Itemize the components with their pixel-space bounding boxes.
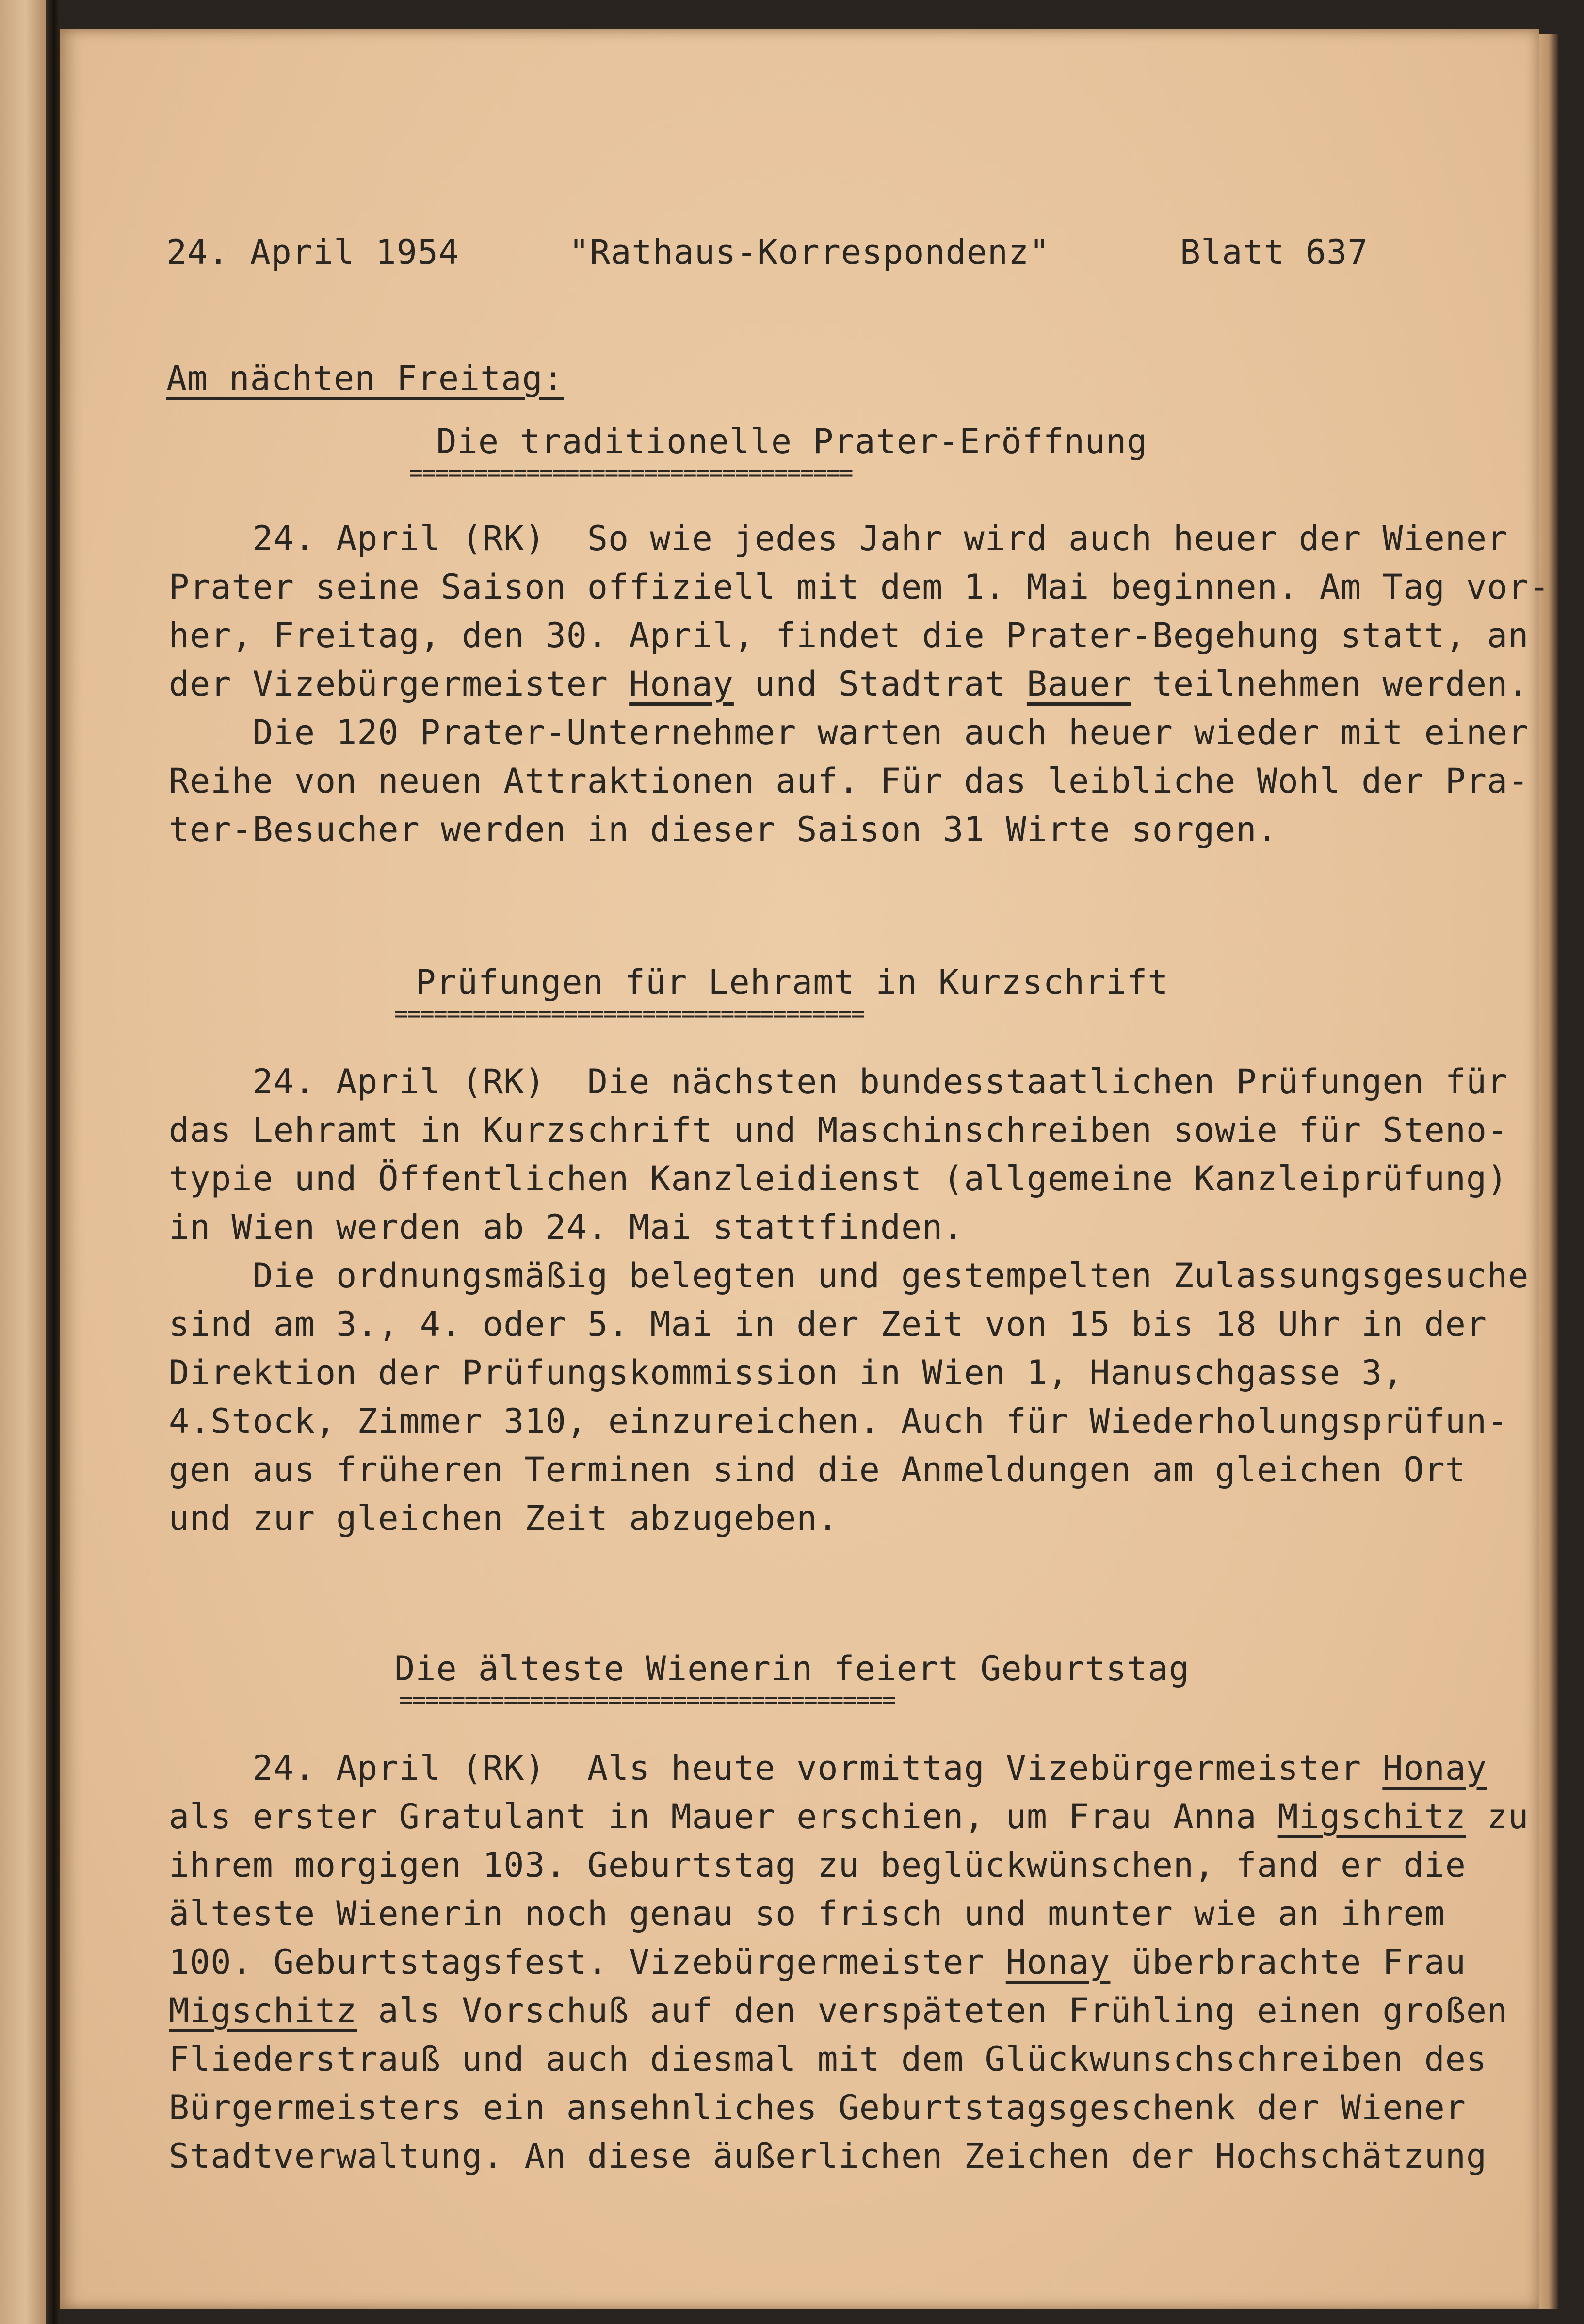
article-3-line-5: 100. Geburtstagsfest. Vizebürgermeister Honay überbrachte Frau xyxy=(169,1942,1466,1982)
underlined-name: Migschitz xyxy=(169,1991,357,2031)
article-3-line-9: Stadtverwaltung. An diese äußerlichen Zeichen der Hochschätzung xyxy=(169,2136,1487,2176)
article-1-line-2: Prater seine Saison offiziell mit dem 1. Mai beginnen. Am Tag vor- xyxy=(169,567,1550,607)
underlined-name: Honay xyxy=(1382,1748,1487,1788)
article-1-line-4: der Vizebürgermeister Honay und Stadtrat Bauer teilnehmen werden. xyxy=(169,664,1529,704)
article-2-line-3: typie und Öffentlichen Kanzleidienst (allgemeine Kanzleiprüfung) xyxy=(169,1159,1508,1199)
book-gutter xyxy=(46,0,60,2324)
article-1-headline: Die traditionelle Prater-Eröffnung xyxy=(436,422,1148,461)
article-3-line-1: 24. April (RK) Als heute vormittag Vizebürgermeister Honay xyxy=(169,1748,1487,1788)
article-1-line-7: ter-Besucher werden in dieser Saison 31 Wirte sorgen. xyxy=(169,810,1278,849)
article-3-line-7: Fliederstrauß und auch diesmal mit dem Glückwunschschreiben des xyxy=(169,2039,1487,2079)
header-date: 24. April 1954 xyxy=(166,232,460,272)
article-2-line-1: 24. April (RK) Die nächsten bundesstaatlichen Prüfungen für xyxy=(169,1062,1508,1102)
article-2-line-9: gen aus früheren Terminen sind die Anmeldungen am gleichen Ort xyxy=(169,1450,1466,1490)
article-1-rule: ================================== xyxy=(409,463,853,483)
article-2-line-8: 4.Stock, Zimmer 310, einzureichen. Auch für Wiederholungsprüfun- xyxy=(169,1401,1508,1441)
article-1-line-1: 24. April (RK) So wie jedes Jahr wird auch heuer der Wiener xyxy=(169,519,1508,558)
article-3-line-8: Bürgermeisters ein ansehnliches Geburtstagsgeschenk der Wiener xyxy=(169,2088,1466,2128)
underlined-name: Bauer xyxy=(1026,664,1131,704)
left-page-edge xyxy=(0,0,46,2324)
article-1-line-5: Die 120 Prater-Unternehmer warten auch heuer wieder mit einer xyxy=(169,713,1529,752)
document-page xyxy=(60,29,1550,2309)
header-sheet-number: Blatt 637 xyxy=(1180,232,1369,272)
underlined-name: Honay xyxy=(1005,1942,1111,1982)
article-1-line-3: her, Freitag, den 30. April, findet die Prater-Begehung statt, an xyxy=(169,616,1529,655)
article-3-rule: ====================================== xyxy=(399,1690,895,1710)
article-3-line-4: älteste Wienerin noch genau so frisch und munter wie an ihrem xyxy=(169,1894,1445,1934)
article-2-line-4: in Wien werden ab 24. Mai stattfinden. xyxy=(169,1207,964,1247)
article-1-line-6: Reihe von neuen Attraktionen auf. Für das leibliche Wohl der Pra- xyxy=(169,761,1529,801)
article-3-line-2: als erster Gratulant in Mauer erschien, um Frau Anna Migschitz zu xyxy=(169,1797,1529,1836)
section-kicker: Am nächten Freitag: xyxy=(166,358,564,398)
article-3-line-3: ihrem morgigen 103. Geburtstag zu beglückwünschen, fand er die xyxy=(169,1845,1466,1885)
article-2-line-6: sind am 3., 4. oder 5. Mai in der Zeit von 15 bis 18 Uhr in der xyxy=(169,1304,1487,1344)
article-2-headline: Prüfungen für Lehramt in Kurzschrift xyxy=(415,962,1169,1002)
article-3-line-6: Migschitz als Vorschuß auf den verspäteten Frühling einen großen xyxy=(169,1991,1508,2031)
article-2-line-10: und zur gleichen Zeit abzugeben. xyxy=(169,1498,839,1538)
right-page-edge xyxy=(1539,34,1558,2309)
underlined-name: Migschitz xyxy=(1277,1797,1466,1836)
article-2-line-5: Die ordnungsmäßig belegten und gestempelten Zulassungsgesuche xyxy=(169,1256,1529,1296)
article-2-rule: ==================================== xyxy=(394,1004,864,1024)
article-2-line-7: Direktion der Prüfungskommission in Wien 1, Hanuschgasse 3, xyxy=(169,1353,1404,1393)
article-2-line-2: das Lehramt in Kurzschrift und Maschinschreiben sowie für Steno- xyxy=(169,1110,1508,1150)
underlined-name: Honay xyxy=(629,664,734,704)
header-publication: "Rathaus-Korrespondenz" xyxy=(569,232,1051,272)
article-3-headline: Die älteste Wienerin feiert Geburtstag xyxy=(394,1649,1190,1689)
